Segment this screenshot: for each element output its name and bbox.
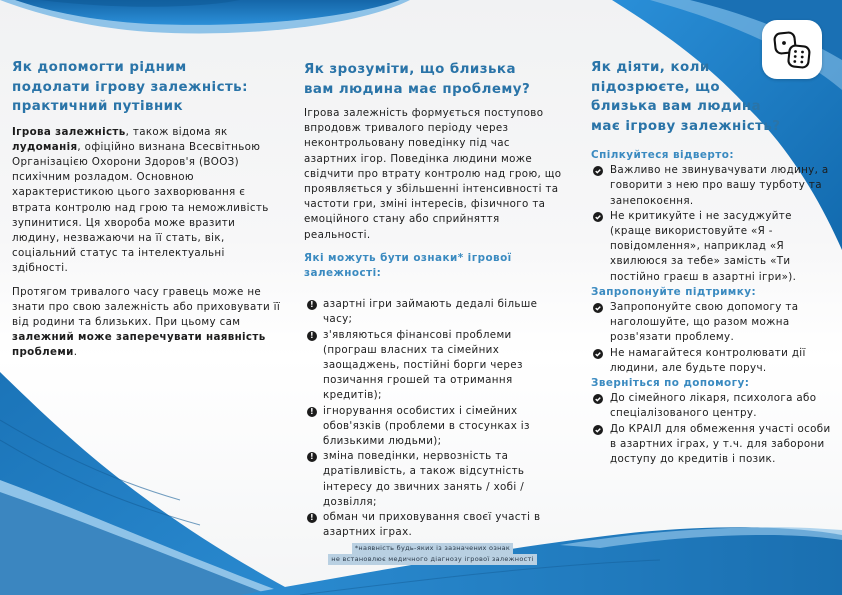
sign-item bbox=[304, 297, 564, 327]
section-offer-support bbox=[591, 285, 831, 376]
check-circle-icon bbox=[593, 425, 603, 435]
action-list bbox=[591, 391, 831, 467]
action-text: До КРАІЛ для обмеження участі особи в азартних іграх, у т.ч. для заборони доступу до кредитів і позик. bbox=[610, 422, 831, 466]
action-item bbox=[591, 300, 831, 346]
signs-heading-line: вам людина має проблему? bbox=[304, 81, 531, 97]
action-text: Не критикуйте і не засуджуйте (краще використовуйте «Я - повідомлення», наприклад «Я хвилююся за тебе» замість «Ти постійно граєш в азартні ігри»). bbox=[610, 209, 797, 283]
action-text: Запропонуйте свою допомогу та наголошуйте, що разом можна розв'язати проблему. bbox=[610, 301, 799, 344]
sign-text: ігнорування особистих і сімейних обов'язків (проблеми в стосунках із близькими людьми); bbox=[323, 404, 530, 448]
check-circle-icon bbox=[593, 349, 603, 359]
action-item bbox=[591, 422, 831, 468]
dice-logo bbox=[762, 20, 822, 79]
emphasis-denial: залежний може заперечувати наявність проблеми bbox=[12, 331, 266, 359]
section-title: Запропонуйте підтримку: bbox=[591, 285, 757, 298]
action-item bbox=[591, 346, 831, 376]
actions-heading-line: Як діяти, коли bbox=[591, 60, 710, 75]
term-gambling-addiction: Ігрова залежність bbox=[12, 125, 126, 138]
sign-item bbox=[304, 328, 564, 404]
section-title: Спілкуйтеся відверто: bbox=[591, 149, 734, 161]
action-text: Не намагайтеся контролювати дії людини, але будьте поруч. bbox=[610, 346, 806, 374]
action-list bbox=[591, 163, 831, 285]
check-circle-icon bbox=[593, 166, 603, 176]
actions-heading-line: має ігрову залежність? bbox=[591, 118, 781, 134]
section-talk-openly bbox=[591, 148, 831, 285]
check-circle-icon bbox=[593, 394, 603, 404]
intro-heading bbox=[12, 58, 282, 117]
signs-heading bbox=[304, 60, 564, 99]
signs-list bbox=[304, 297, 564, 540]
intro-heading-line: практичний путівник bbox=[12, 99, 184, 114]
column-actions bbox=[591, 58, 831, 467]
check-circle-icon bbox=[593, 303, 603, 313]
text-run: , офіційно визнана Всесвітньою Організацією Охорони Здоров'я (ВООЗ) психічним розладом. Основною характеристикою цього захворювання є втрата контролю над грою та неможливість зупинитися. Ця хвороба може вразити людину, незважаючи на її стать, вік, соціальний статус та інтелектуальні здібності. bbox=[12, 140, 269, 275]
signs-intro: Ігрова залежність формується поступово впродовж тривалого періоду через неконтрольовану поведінку під час азартних ігор. Поведінка людини може свідчити про втрату контролю над грою, що проявляється у збільшенні інтенсивності та частоти гри, зміні інтересів, фізичного та емоційного стану або сприйняття реальності. bbox=[304, 107, 562, 241]
exclamation-circle-icon: ! bbox=[307, 452, 317, 462]
wave-top-left bbox=[0, 0, 410, 33]
action-list bbox=[591, 300, 831, 376]
actions-heading-line: підозрюєте, що bbox=[591, 79, 721, 95]
term-ludomania: лудоманія bbox=[12, 140, 78, 153]
action-item bbox=[591, 209, 831, 285]
exclamation-circle-icon: ! bbox=[307, 300, 317, 310]
text-run: , також відома як bbox=[125, 125, 228, 138]
action-text: Важливо не звинувачувати людину, а говорити з нею про вашу турботу та занепокоєння. bbox=[610, 164, 829, 207]
sign-item bbox=[304, 449, 564, 510]
intro-heading-line: Як допомогти рідним bbox=[12, 60, 187, 75]
exclamation-circle-icon: ! bbox=[307, 407, 317, 417]
wave-bottom-left bbox=[0, 372, 300, 595]
footnote-line: *наявність будь-яких із зазначених ознак bbox=[352, 543, 513, 554]
dice-icon bbox=[772, 29, 814, 71]
intro-paragraph-1 bbox=[12, 125, 282, 277]
footnote bbox=[320, 543, 545, 565]
section-seek-help bbox=[591, 376, 831, 467]
intro-heading-line: подолати ігрову залежність: bbox=[12, 79, 248, 95]
signs-subheading: Які можуть бути ознаки* ігрової залежності: bbox=[304, 251, 512, 280]
section-title: Зверніться по допомогу: bbox=[591, 377, 750, 390]
sign-text: обман чи приховування своєї участі в азартних іграх. bbox=[323, 511, 541, 539]
sign-item bbox=[304, 510, 564, 540]
exclamation-circle-icon: ! bbox=[307, 513, 317, 523]
sign-item bbox=[304, 404, 564, 450]
actions-heading-line: близька вам людина bbox=[591, 99, 762, 114]
column-signs bbox=[304, 60, 564, 540]
exclamation-circle-icon: ! bbox=[307, 331, 317, 341]
action-item bbox=[591, 391, 831, 421]
text-run: Протягом тривалого часу гравець може не знати про свою залежність або приховувати її від родини та близьких. При цьому сам bbox=[12, 285, 281, 328]
footnote-line: не встановлює медичного діагнозу ігрової залежності bbox=[328, 554, 536, 565]
action-text: До сімейного лікаря, психолога або спеціалізованого центру. bbox=[610, 392, 817, 420]
sign-text: з'являються фінансові проблеми (програш власних та сімейних заощаджень, постійні борги через позичання грошей та отримання кредитів); bbox=[323, 328, 523, 402]
text-run: . bbox=[73, 346, 78, 359]
check-circle-icon bbox=[593, 212, 603, 222]
sign-text: азартні ігри займають дедалі більше часу; bbox=[323, 298, 538, 326]
signs-heading-line: Як зрозуміти, що близька bbox=[304, 62, 516, 77]
action-item bbox=[591, 163, 831, 209]
column-intro bbox=[12, 58, 282, 361]
intro-paragraph-2 bbox=[12, 285, 282, 361]
sign-text: зміна поведінки, нервозність та дратівливість, а також відсутність інтересу до звичних занять / хобі / дозвілля; bbox=[323, 450, 525, 508]
